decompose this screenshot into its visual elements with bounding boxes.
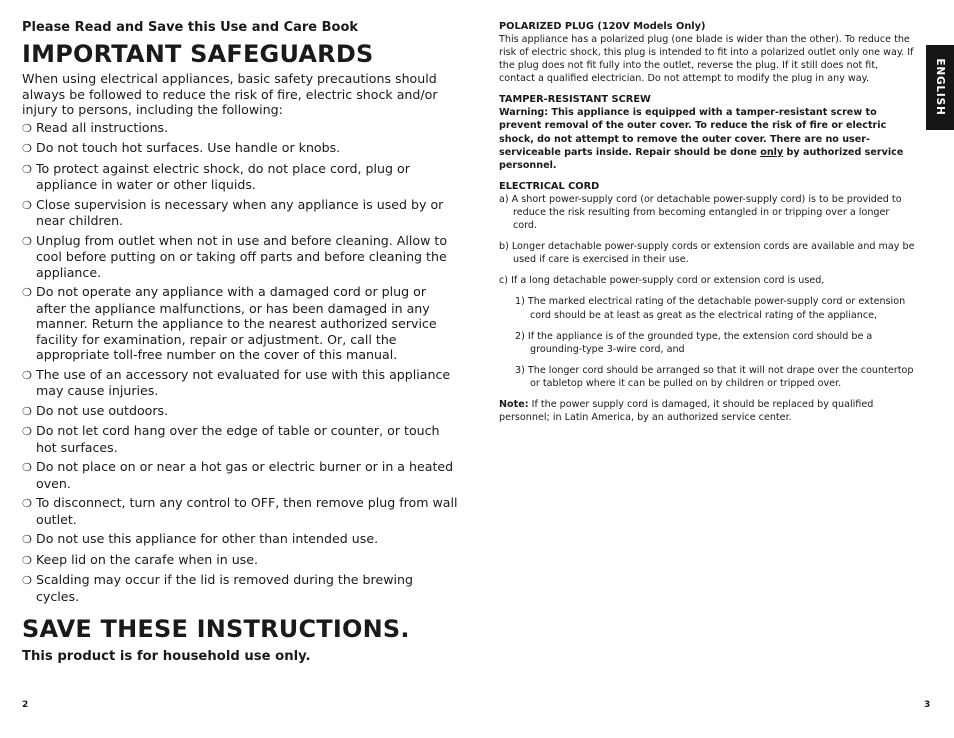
list-item: ❍ Do not use this appliance for other than intended use. (22, 531, 379, 546)
list-item: ❍ Do not let cord hang over the edge of table or counter, or touch hot surfaces. (22, 423, 440, 455)
page-kicker: Please Read and Save this Use and Care Book (22, 20, 359, 35)
bullet-icon: ❍ (22, 533, 32, 546)
page-title: IMPORTANT SAFEGUARDS (22, 40, 374, 68)
cord-item-a: a) A short power-supply cord (or detachable power-supply cord) is to be provided to reduce the risk resulting from becoming entangled in or tripping over a longer cord. (499, 193, 902, 232)
note-label: Note: (499, 398, 529, 410)
cord-subitem-1: 1) The marked electrical rating of the detachable power-supply cord or extension cord should be at least as great as the electrical rating of the appliance, (515, 296, 906, 321)
list-item: ❍ The use of an accessory not evaluated for use with this appliance may cause injuries. (22, 366, 451, 398)
page-number-left: 2 (22, 700, 29, 710)
list-item: ❍ Do not place on or near a hot gas or electric burner or in a heated oven. (22, 459, 454, 491)
bullet-icon: ❍ (22, 425, 32, 438)
intro-paragraph: When using electrical appliances, basic safety precautions should always be followed to reduce the risk of fire, electric shock and/or injury to persons, including the following: (22, 71, 438, 117)
tamper-screw-heading: TAMPER-RESISTANT SCREW (499, 94, 651, 106)
cord-item-b: b) Longer detachable power-supply cords or extension cords are available and may be used if care is exercised in their use. (499, 241, 915, 266)
bullet-icon: ❍ (22, 162, 32, 176)
list-item: ❍ To protect against electric shock, do not place cord, plug or appliance in water or other liquids. (22, 160, 410, 192)
polarized-plug-heading: POLARIZED PLUG (120V Models Only) (499, 21, 706, 32)
bullet-icon: ❍ (22, 404, 32, 418)
list-item: ❍ Scalding may occur if the lid is removed during the brewing cycles. (22, 572, 413, 604)
right-page (499, 20, 915, 424)
household-use-note: This product is for household use only. (22, 649, 311, 664)
bullet-icon: ❍ (22, 142, 32, 155)
bullet-icon: ❍ (22, 286, 32, 299)
language-tab-label: ENGLISH (934, 58, 946, 116)
cord-subitem-2: 2) If the appliance is of the grounded type, the extension cord should be a grounding-type 3-wire cord, and (515, 330, 873, 355)
bullet-icon: ❍ (22, 497, 32, 510)
list-item: ❍ Do not touch hot surfaces. Use handle or knobs. (22, 140, 341, 155)
list-item: ❍ Do not use outdoors. (22, 402, 169, 418)
electrical-cord-heading: ELECTRICAL CORD (499, 180, 600, 192)
list-item: ❍ Close supervision is necessary when any appliance is used by or near children. (22, 196, 444, 228)
page-number-right: 3 (924, 700, 931, 710)
save-instructions-heading: SAVE THESE INSTRUCTIONS. (22, 615, 410, 643)
bullet-icon: ❍ (22, 234, 32, 248)
left-page (22, 19, 458, 666)
bullet-icon: ❍ (22, 121, 32, 135)
tamper-screw-warning: Warning: This appliance is equipped with a tamper-resistant screw to prevent removal of the outer cover. To reduce the risk of fire or electric shock, do not attempt to remove the outer cover. There are no user-serviceable parts inside. Repair should be done only by authorized service personnel. (499, 107, 904, 171)
cord-note: Note: If the power supply cord is damaged, it should be replaced by qualified personnel; in Latin America, by an authorized service center. (499, 398, 874, 424)
polarized-plug-text: This appliance has a polarized plug (one blade is wider than the other). To reduce the risk of electric shock, this plug is intended to fit into a polarized outlet only one way. If the plug does not fit fully into the outlet, reverse the plug. If it still does not fit, contact a qualified electrician. Do not attempt to modify the plug in any way. (499, 34, 914, 85)
list-item: ❍ Read all instructions. (22, 119, 169, 135)
bullet-icon: ❍ (22, 574, 32, 587)
list-item: ❍ Do not operate any appliance with a damaged cord or plug or after the appliance malfunctions, or has been damaged in any manner. Return the appliance to the nearest authorized service facility for examination, repair or adjustment. Or, call the appropriate toll-free number on the cover of this manual. (22, 284, 437, 362)
list-item: ❍ To disconnect, turn any control to OFF, then remove plug from wall outlet. (22, 495, 458, 527)
list-item: ❍ Keep lid on the carafe when in use. (22, 551, 258, 567)
cord-item-c: c) If a long detachable power-supply cord or extension cord is used, (499, 275, 825, 287)
bullet-icon: ❍ (22, 198, 32, 212)
bullet-icon: ❍ (22, 368, 32, 382)
underlined-only: only (760, 146, 784, 158)
bullet-icon: ❍ (22, 553, 32, 567)
list-item: ❍ Unplug from outlet when not in use and before cleaning. Allow to cool before putting on or taking off parts and before cleaning the appliance. (22, 232, 448, 280)
language-tab (926, 45, 954, 130)
safeguards-list (22, 120, 458, 605)
cord-subitem-3: 3) The longer cord should be arranged so that it will not drape over the countertop or tabletop where it can be pulled on by children or tripped over. (515, 364, 914, 389)
bullet-icon: ❍ (22, 461, 32, 474)
